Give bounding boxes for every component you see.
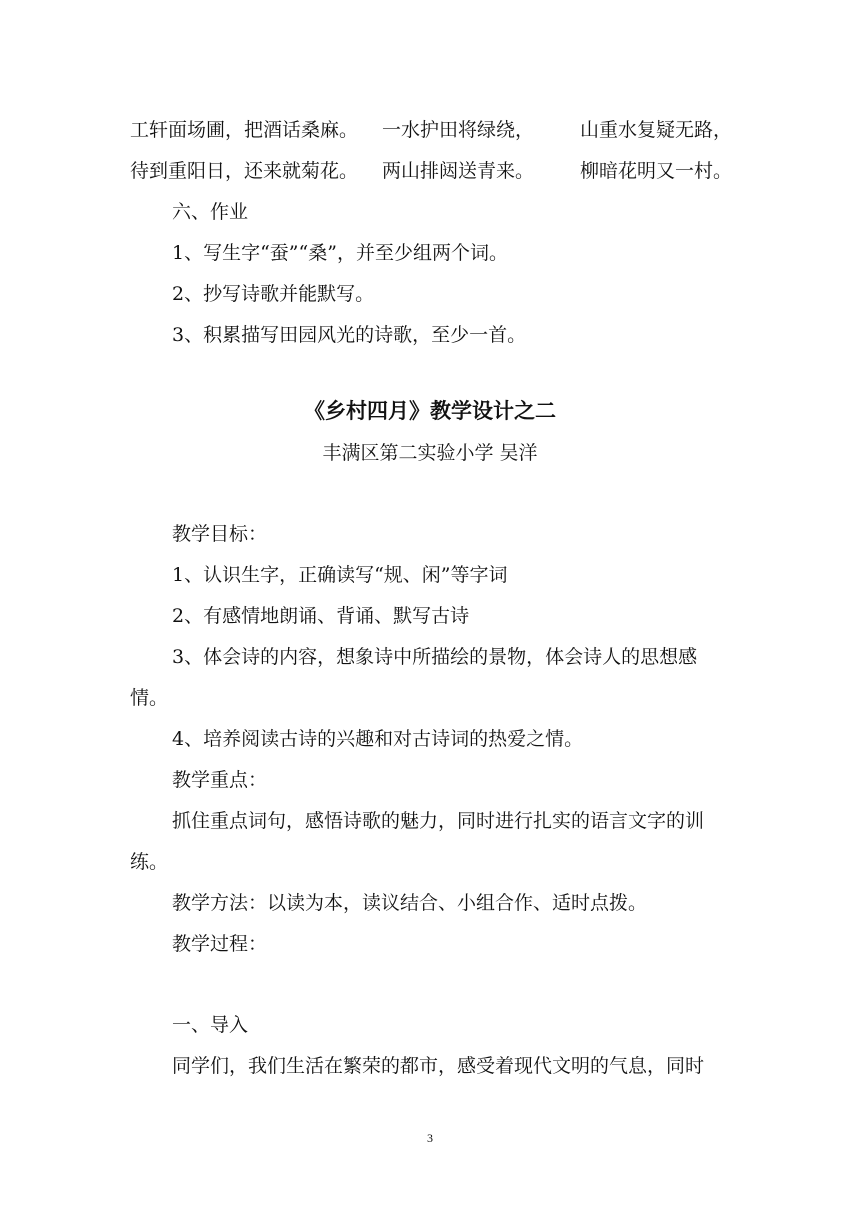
goal-item-continued: 情。 [130, 687, 169, 709]
key-text-continued: 练。 [130, 851, 169, 873]
goal-item: 1、认识生字，正确读写“规、闲”等字词 [172, 564, 508, 586]
homework-heading: 六、作业 [172, 201, 249, 223]
goal-item: 4、培养阅读古诗的兴趣和对古诗词的热爱之情。 [172, 728, 584, 750]
poem-line: 工轩面场圃，把酒话桑麻。 [130, 119, 359, 141]
key-heading: 教学重点： [172, 769, 268, 791]
homework-item: 1、写生字“蚕”“桑”，并至少组两个词。 [172, 242, 508, 264]
poem-line: 两山排闼送青来。 [382, 160, 535, 182]
poem-line: 待到重阳日，还来就菊花。 [130, 160, 359, 182]
poem-line: 柳暗花明又一村。 [580, 160, 733, 182]
intro-text: 同学们，我们生活在繁荣的都市，感受着现代文明的气息，同时 [172, 1055, 705, 1077]
process-heading: 教学过程： [172, 933, 268, 955]
section-title: 《乡村四月》教学设计之二 [304, 398, 556, 423]
intro-heading: 一、导入 [172, 1014, 249, 1036]
poem-line: 一水护田将绿绕， [382, 119, 535, 141]
section-author: 丰满区第二实验小学 吴洋 [322, 442, 538, 464]
homework-item: 3、积累描写田园风光的诗歌，至少一首。 [172, 324, 527, 346]
goal-item: 3、体会诗的内容，想象诗中所描绘的景物，体会诗人的思想感 [172, 646, 698, 668]
method-text: 教学方法：以读为本，读议结合、小组合作、适时点拨。 [172, 892, 648, 914]
page-number: 3 [427, 1131, 433, 1145]
key-text: 抓住重点词句，感悟诗歌的魅力，同时进行扎实的语言文字的训 [172, 810, 705, 832]
homework-item: 2、抄写诗歌并能默写。 [172, 283, 375, 305]
goal-item: 2、有感情地朗诵、背诵、默写古诗 [172, 605, 470, 627]
poem-line: 山重水复疑无路， [580, 119, 733, 141]
goals-heading: 教学目标： [172, 523, 268, 545]
